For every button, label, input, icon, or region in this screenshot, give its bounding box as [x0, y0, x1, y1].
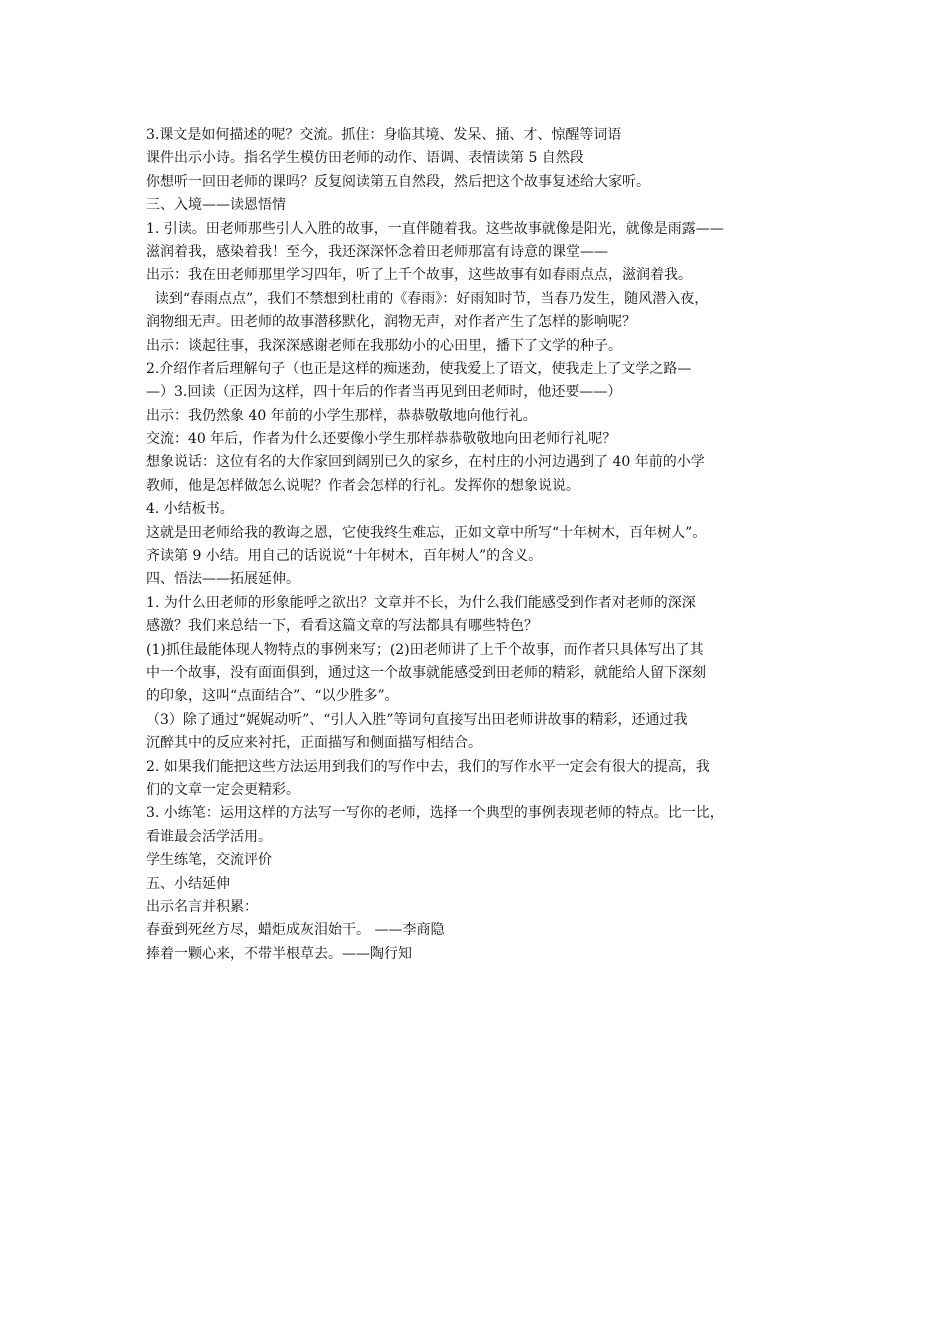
- text-line: 捧着一颗心来，不带半根草去。——陶行知: [146, 945, 412, 962]
- text-line: 润物细无声。田老师的故事潜移默化，润物无声，对作者产生了怎样的影响呢？: [146, 314, 636, 331]
- text-line: 看谁最会活学活用。: [146, 828, 272, 845]
- text-line: 1. 为什么田老师的形象能呼之欲出？文章并不长，为什么我们能感受到作者对老师的深深: [146, 594, 696, 611]
- text-line: 3. 小练笔：运用这样的方法写一写你的老师，选择一个典型的事例表现老师的特点。比一比，: [146, 805, 724, 822]
- text-line: 1. 引读。田老师那些引人入胜的故事，一直伴随着我。这些故事就像是阳光，就像是雨露——: [146, 220, 724, 237]
- text-line: 出示：我仍然象 40 年前的小学生那样，恭恭敬敬地向他行礼。: [146, 407, 537, 424]
- text-line: 四、悟法——拓展延伸。: [146, 571, 300, 588]
- text-line: 三、入境——读恩悟情: [146, 197, 286, 214]
- text-line: 想象说话：这位有名的大作家回到阔别已久的家乡，在村庄的小河边遇到了 40 年前的小学: [146, 454, 705, 471]
- text-line: 滋润着我，感染着我！至今，我还深深怀念着田老师那富有诗意的课堂——: [146, 243, 608, 260]
- text-line: 出示名言并积累：: [146, 898, 258, 915]
- text-line: 的印象，这叫“点面结合”、“以少胜多”。: [146, 688, 399, 705]
- text-line: 教师，他是怎样做怎么说呢？作者会怎样的行礼。发挥你的想象说说。: [146, 477, 580, 494]
- text-line: 交流：40 年后，作者为什么还要像小学生那样恭恭敬敬地向田老师行礼呢？: [146, 431, 617, 448]
- text-line: （3）除了通过“娓娓动听”、“引人入胜”等词句直接写出田老师讲故事的精彩，还通过我: [146, 711, 688, 728]
- text-line: 这就是田老师给我的教诲之恩，它使我终生难忘，正如文章中所写“十年树木，百年树人”。: [146, 524, 707, 541]
- text-line: 出示：我在田老师那里学习四年，听了上千个故事，这些故事有如春雨点点，滋润着我。: [146, 267, 692, 284]
- text-line: 们的文章一定会更精彩。: [146, 781, 300, 798]
- text-line: 学生练笔，交流评价: [146, 852, 272, 869]
- text-line: 春蚕到死丝方尽，蜡炬成灰泪始干。 ——李商隐: [146, 922, 445, 939]
- text-line: —）3.回读（正因为这样，四十年后的作者当再见到田老师时，他还要——）: [146, 384, 622, 401]
- text-line: 课件出示小诗。指名学生模仿田老师的动作、语调、表情读第 5 自然段: [146, 150, 584, 167]
- text-line: 中一个故事，没有面面俱到，通过这一个故事就能感受到田老师的精彩，就能给人留下深刻: [146, 664, 706, 681]
- text-line: 感激？我们来总结一下，看看这篇文章的写法都具有哪些特色？: [146, 618, 538, 635]
- text-line: 出示：谈起往事，我深深感谢老师在我那幼小的心田里，播下了文学的种子。: [146, 337, 622, 354]
- text-line: 齐读第 9 小结。用自己的话说说“十年树木，百年树人”的含义。: [146, 548, 543, 565]
- document-body: [146, 124, 812, 966]
- text-line: 4. 小结板书。: [146, 501, 234, 518]
- text-line: 2.介绍作者后理解句子（也正是这样的痴迷劲，使我爱上了语文，使我走上了文学之路—: [146, 360, 692, 377]
- text-line: (1)抓住最能体现人物特点的事例来写；(2)田老师讲了上千个故事，而作者只具体写出了其: [146, 641, 704, 658]
- text-line: 你想听一回田老师的课吗？反复阅读第五自然段，然后把这个故事复述给大家听。: [146, 173, 650, 190]
- text-line: 读到“春雨点点”，我们不禁想到杜甫的《春雨》：好雨知时节，当春乃发生，随风潜入夜，: [146, 290, 709, 307]
- text-line: 3.课文是如何描述的呢？交流。抓住：身临其境、发呆、捅、才、惊醒等词语: [146, 127, 622, 143]
- text-line: 沉醉其中的反应来衬托，正面描写和侧面描写相结合。: [146, 735, 482, 752]
- text-line: 五、小结延伸: [146, 875, 230, 892]
- text-line: 2. 如果我们能把这些方法运用到我们的写作中去，我们的写作水平一定会有很大的提高，我: [146, 758, 710, 775]
